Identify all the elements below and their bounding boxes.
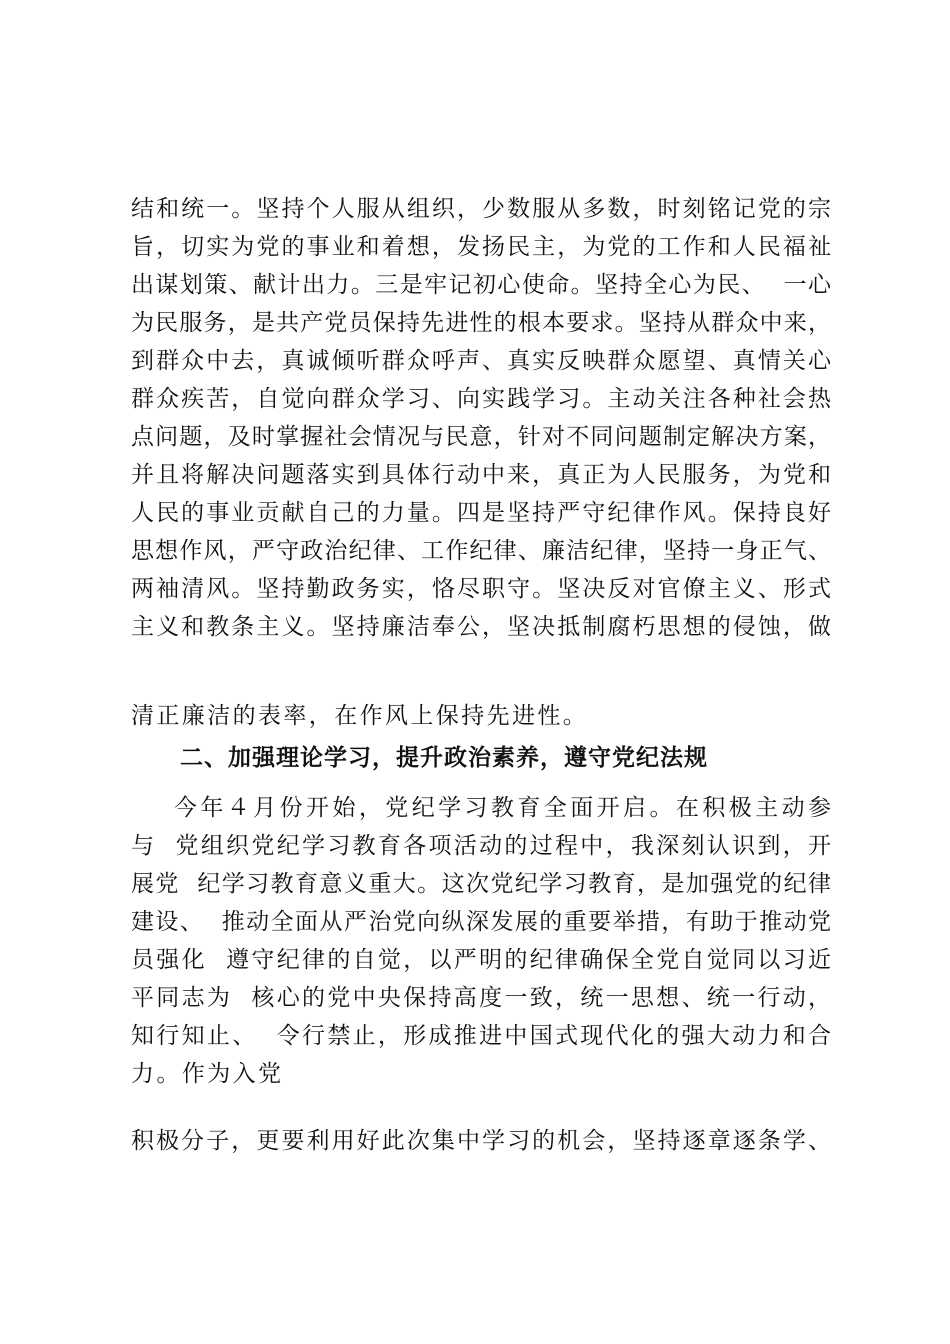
text-line: 清正廉洁的表率，在作风上保持先进性。 bbox=[131, 703, 589, 729]
text-line: 出谋划策、献计出力。三是牢记初心使命。坚持全心为民、 一心 bbox=[131, 272, 831, 298]
text-line: 群众疾苦，自觉向群众学习、向实践学习。主动关注各种社会热 bbox=[131, 386, 831, 412]
text-line: 力。作为入党 bbox=[131, 1061, 284, 1087]
text-line: 积极分子，更要利用好此次集中学习的机会，坚持逐章逐条学、 bbox=[131, 1128, 831, 1154]
text-line: 思想作风，严守政治纪律、工作纪律、廉洁纪律，坚持一身正气、 bbox=[131, 538, 831, 564]
text-line: 今年４月份开始，党纪学习教育全面开启。在积极主动参 bbox=[131, 795, 831, 821]
text-line: 平同志为 核心的党中央保持高度一致，统一思想、统一行动， bbox=[131, 985, 831, 1011]
text-line: 为民服务，是共产党员保持先进性的根本要求。坚持从群众中来， bbox=[131, 310, 831, 336]
text-line: 到群众中去，真诚倾听群众呼声、真实反映群众愿望、真情关心 bbox=[131, 348, 831, 374]
text-line: 两袖清风。坚持勤政务实，恪尽职守。坚决反对官僚主义、形式 bbox=[131, 576, 831, 602]
text-line: 展党 纪学习教育意义重大。这次党纪学习教育，是加强党的纪律 bbox=[131, 871, 831, 897]
text-line: 并且将解决问题落实到具体行动中来，真正为人民服务，为党和 bbox=[131, 462, 831, 488]
section-heading: 二、加强理论学习，提升政治素养，遵守党纪法规 bbox=[180, 745, 708, 771]
text-line: 旨，切实为党的事业和着想，发扬民主，为党的工作和人民福祉 bbox=[131, 234, 831, 260]
text-line: 人民的事业贡献自己的力量。四是坚持严守纪律作风。保持良好 bbox=[131, 500, 831, 526]
text-line: 结和统一。坚持个人服从组织，少数服从多数，时刻铭记党的宗 bbox=[131, 196, 831, 222]
text-line: 建设、 推动全面从严治党向纵深发展的重要举措，有助于推动党 bbox=[131, 909, 831, 935]
text-line: 与 党组织党纪学习教育各项活动的过程中，我深刻认识到，开 bbox=[131, 833, 831, 859]
text-line: 主义和教条主义。坚持廉洁奉公，坚决抵制腐朽思想的侵蚀，做 bbox=[131, 614, 831, 640]
text-line: 知行知止、 令行禁止，形成推进中国式现代化的强大动力和合 bbox=[131, 1023, 831, 1049]
text-line: 员强化 遵守纪律的自觉，以严明的纪律确保全党自觉同以习近 bbox=[131, 947, 831, 973]
text-line: 点问题，及时掌握社会情况与民意，针对不同问题制定解决方案， bbox=[131, 424, 831, 450]
